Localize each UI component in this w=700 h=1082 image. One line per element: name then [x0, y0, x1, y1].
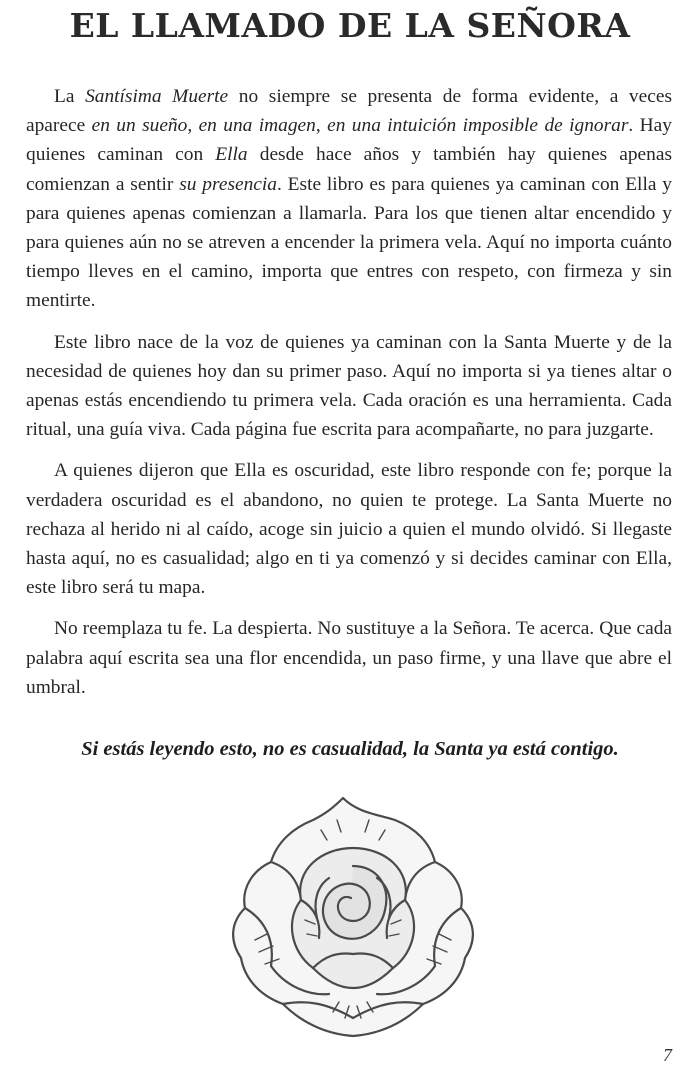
paragraph-4: No reemplaza tu fe. La despierta. No sustituye a la Señora. Te acerca. Que cada palabra aquí escrita sea una flor encendida, un paso firme, y una llave que abre el umbral. — [26, 618, 672, 698]
rose-illustration-icon — [225, 790, 480, 1045]
emphasis-santisima-muerte: Santísima Muerte — [85, 86, 229, 107]
closing-statement: Si estás leyendo esto, no es casualidad, la Santa ya está contigo. — [81, 738, 619, 760]
paragraph-3: A quienes dijeron que Ella es oscuridad, este libro responde con fe; porque la verdadera oscuridad es el abandono, no quien te protege. La Santa Muerte no rechaza al herido ni al caído, acoge sin juicio a quien el mundo olvidó. Si llegaste hasta aquí, no es casualidad; algo en ti ya comenzó y si decides caminar con Ella, este libro será tu mapa. — [26, 460, 672, 599]
body-text — [26, 82, 672, 714]
page-title: EL LLAMADO DE LA SEÑORA — [69, 6, 631, 45]
page-number: 7 — [663, 1045, 672, 1065]
paragraph-1: La Santísima Muerte no siempre se presenta de forma evidente, a veces aparece en un sueño, en una imagen, en una intuición imposible de ignorar. Hay quienes caminan con Ella desde hace años y también hay quienes apenas comienzan a sentir su presencia. Este libro es para quienes ya caminan con Ella y para quienes apenas comienzan a llamarla. Para los que tienen altar encendido y para quienes aún no se atreven a encender la primera vela. Aquí no importa cuánto tiempo lleves en el camino, importa que entres con respeto, con firmeza y sin mentirte. — [26, 86, 672, 312]
paragraph-2: Este libro nace de la voz de quienes ya caminan con la Santa Muerte y de la necesidad de quienes hoy dan su primer paso. Aquí no importa si ya tienes altar o apenas estás encendiendo tu primera vela. Cada oración es una herramienta. Cada ritual, una guía viva. Cada página fue escrita para acompañarte, no para juzgarte. — [26, 331, 672, 441]
